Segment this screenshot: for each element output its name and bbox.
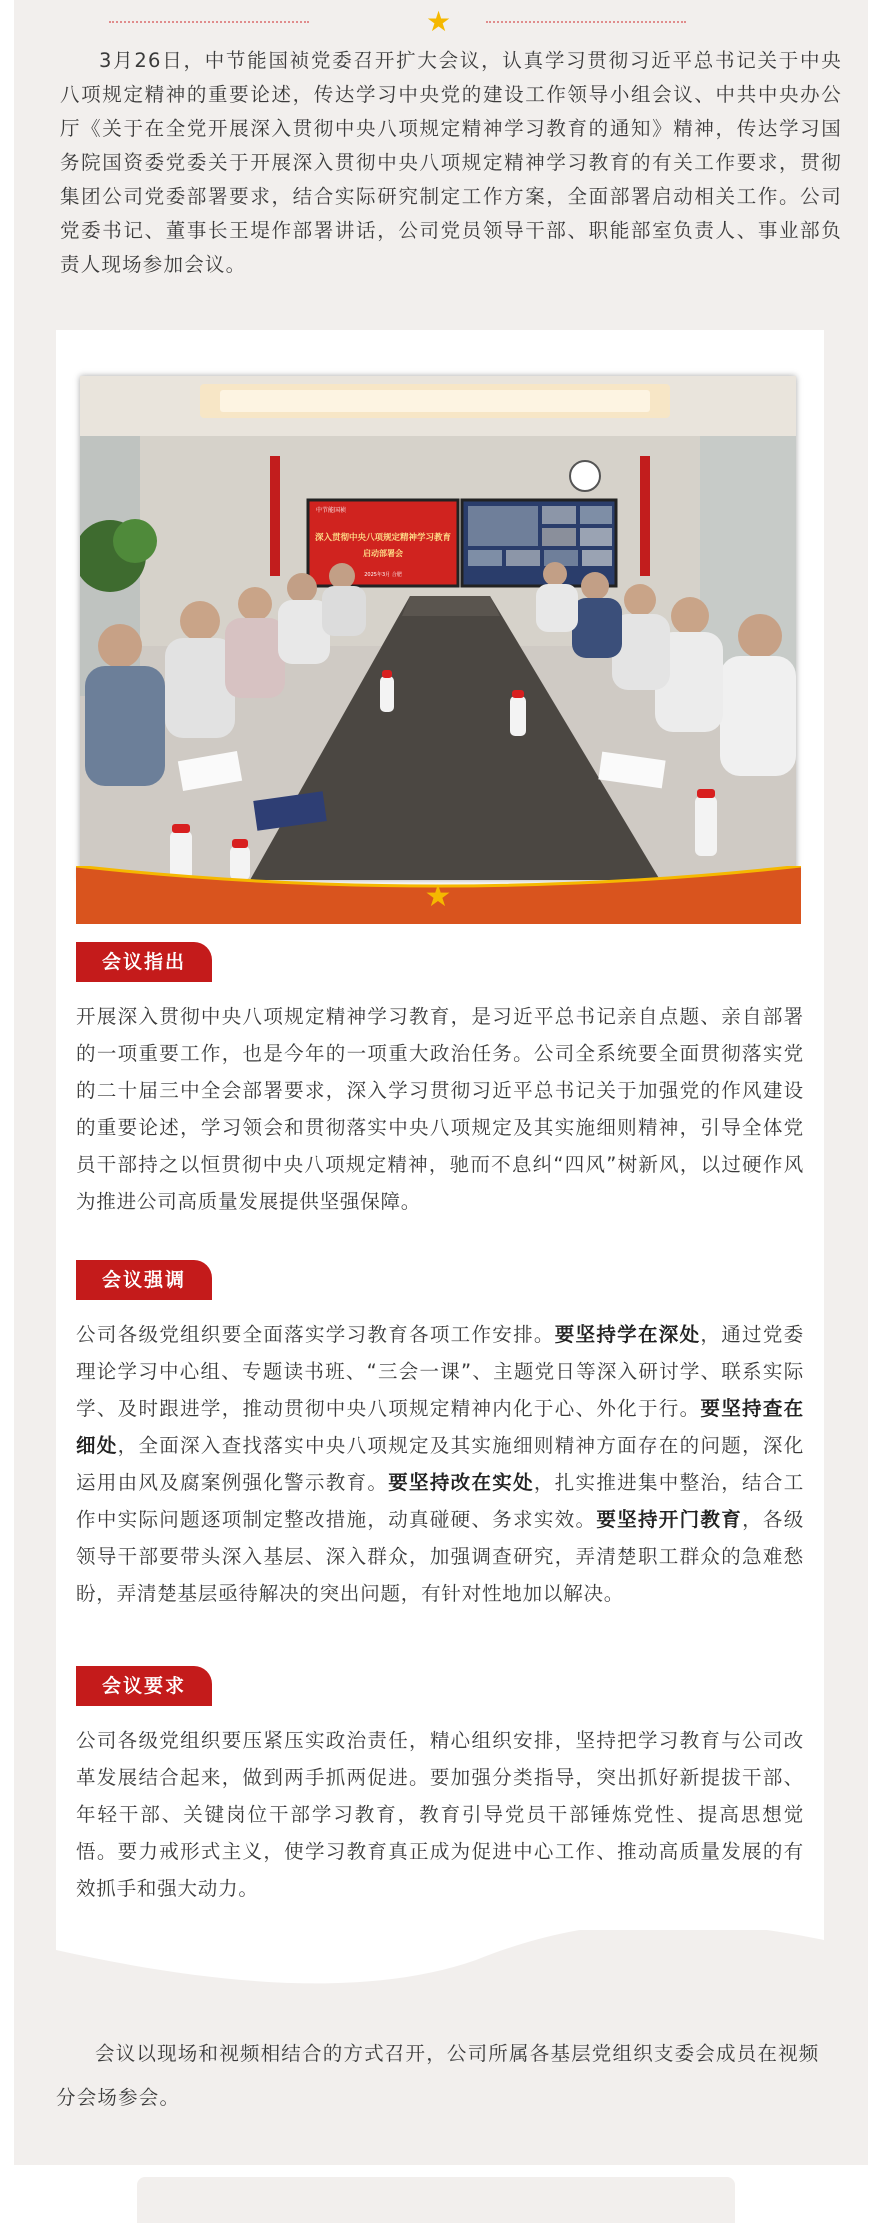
screen-logo: 中节能国祯 (316, 507, 347, 514)
section-tag-meeting-points: 会议指出 (76, 942, 212, 982)
screen-subtitle: 启动部署会 (363, 549, 403, 558)
meeting-photo (80, 376, 796, 880)
photo-banner (76, 866, 801, 924)
screen-date: 2025年3月 合肥 (364, 572, 402, 578)
article-background (14, 0, 868, 2165)
body-text: ，全面深入查找落实中央八项规定及其实施细则精神方面存在的问题，深化运用由风及腐案例强化警示教育。 (76, 1434, 804, 1494)
card-bottom-wave (56, 1900, 824, 1990)
body-text: ，通过党委理论学习中心组、专题读书班、“三会一课”、主题党日等深入研讨学、联系实际学、及时跟进学，推动贯彻中央八项规定精神内化于心、外化于行。 (76, 1323, 804, 1420)
body-text: ，扎实推进集中整治，结合工作中实际问题逐项制定整改措施，动真碰硬、务求实效。 (76, 1471, 804, 1531)
star-icon: ★ (426, 5, 452, 38)
divider-line-right (486, 21, 686, 23)
top-divider (14, 5, 868, 38)
body-text: 公司各级党组织要全面落实学习教育各项工作安排。 (76, 1323, 555, 1346)
section-tag-meeting-emphasis: 会议强调 (76, 1260, 212, 1300)
screen-title: 深入贯彻中央八项规定精神学习教育 (314, 533, 452, 543)
banner-star-icon: ★ (424, 879, 452, 914)
content-card (56, 330, 824, 1930)
footer-box (137, 2177, 735, 2223)
emphasis-text: 要坚持查在细处 (76, 1397, 804, 1457)
divider-line-left (109, 21, 309, 23)
section-paragraph-meeting-points (76, 998, 804, 1220)
body-text: 开展深入贯彻中央八项规定精神学习教育，是习近平总书记亲自点题、亲自部署的一项重要工作，也是今年的一项重大政治任务。公司全系统要全面贯彻落实党的二十届三中全会部署要求，深入学习贯彻习近平总书记关于加强党的作风建设的重要论述，学习领会和贯彻落实中央八项规定及其实施细则精神，引导全体党员干部持之以恒贯彻中央八项规定精神，驰而不息纠“四风”树新风，以过硬作风为推进公司高质量发展提供坚强保障。 (76, 1005, 804, 1213)
intro-paragraph: 3月26日，中节能国祯党委召开扩大会议，认真学习贯彻习近平总书记关于中央八项规定精神的重要论述，传达学习中央党的建设工作领导小组会议、中共中央办公厅《关于在全党开展深入贯彻中央八项规定精神学习教育的通知》精神，传达学习国务院国资委党委关于开展深入贯彻中央八项规定精神学习教育的有关工作要求，贯彻集团公司党委部署要求，结合实际研究制定工作方案，全面部署启动相关工作。公司党委书记、董事长王堤作部署讲话，公司党员领导干部、职能部室负责人、事业部负责人现场参加会议。 (60, 49, 842, 276)
emphasis-text: 要坚持改在实处 (388, 1471, 534, 1494)
section-paragraph-meeting-requirements (76, 1722, 804, 1907)
section-tag-meeting-requirements: 会议要求 (76, 1666, 212, 1706)
section-paragraph-meeting-emphasis (76, 1316, 804, 1612)
body-text: ，各级领导干部要带头深入基层、深入群众，加强调查研究，弄清楚职工群众的急难愁盼，弄清楚基层亟待解决的突出问题，有针对性地加以解决。 (76, 1508, 804, 1605)
body-text: 公司各级党组织要压紧压实政治责任，精心组织安排，坚持把学习教育与公司改革发展结合起来，做到两手抓两促进。要加强分类指导，突出抓好新提拔干部、年轻干部、关键岗位干部学习教育，教育引导党员干部锤炼党性、提高思想觉悟。要力戒形式主义，使学习教育真正成为促进中心工作、推动高质量发展的有效抓手和强大动力。 (76, 1729, 804, 1900)
closing-paragraph: 会议以现场和视频相结合的方式召开，公司所属各基层党组织支委会成员在视频分会场参会。 (56, 2042, 820, 2109)
emphasis-text: 要坚持开门教育 (596, 1508, 743, 1531)
emphasis-text: 要坚持学在深处 (554, 1323, 701, 1346)
